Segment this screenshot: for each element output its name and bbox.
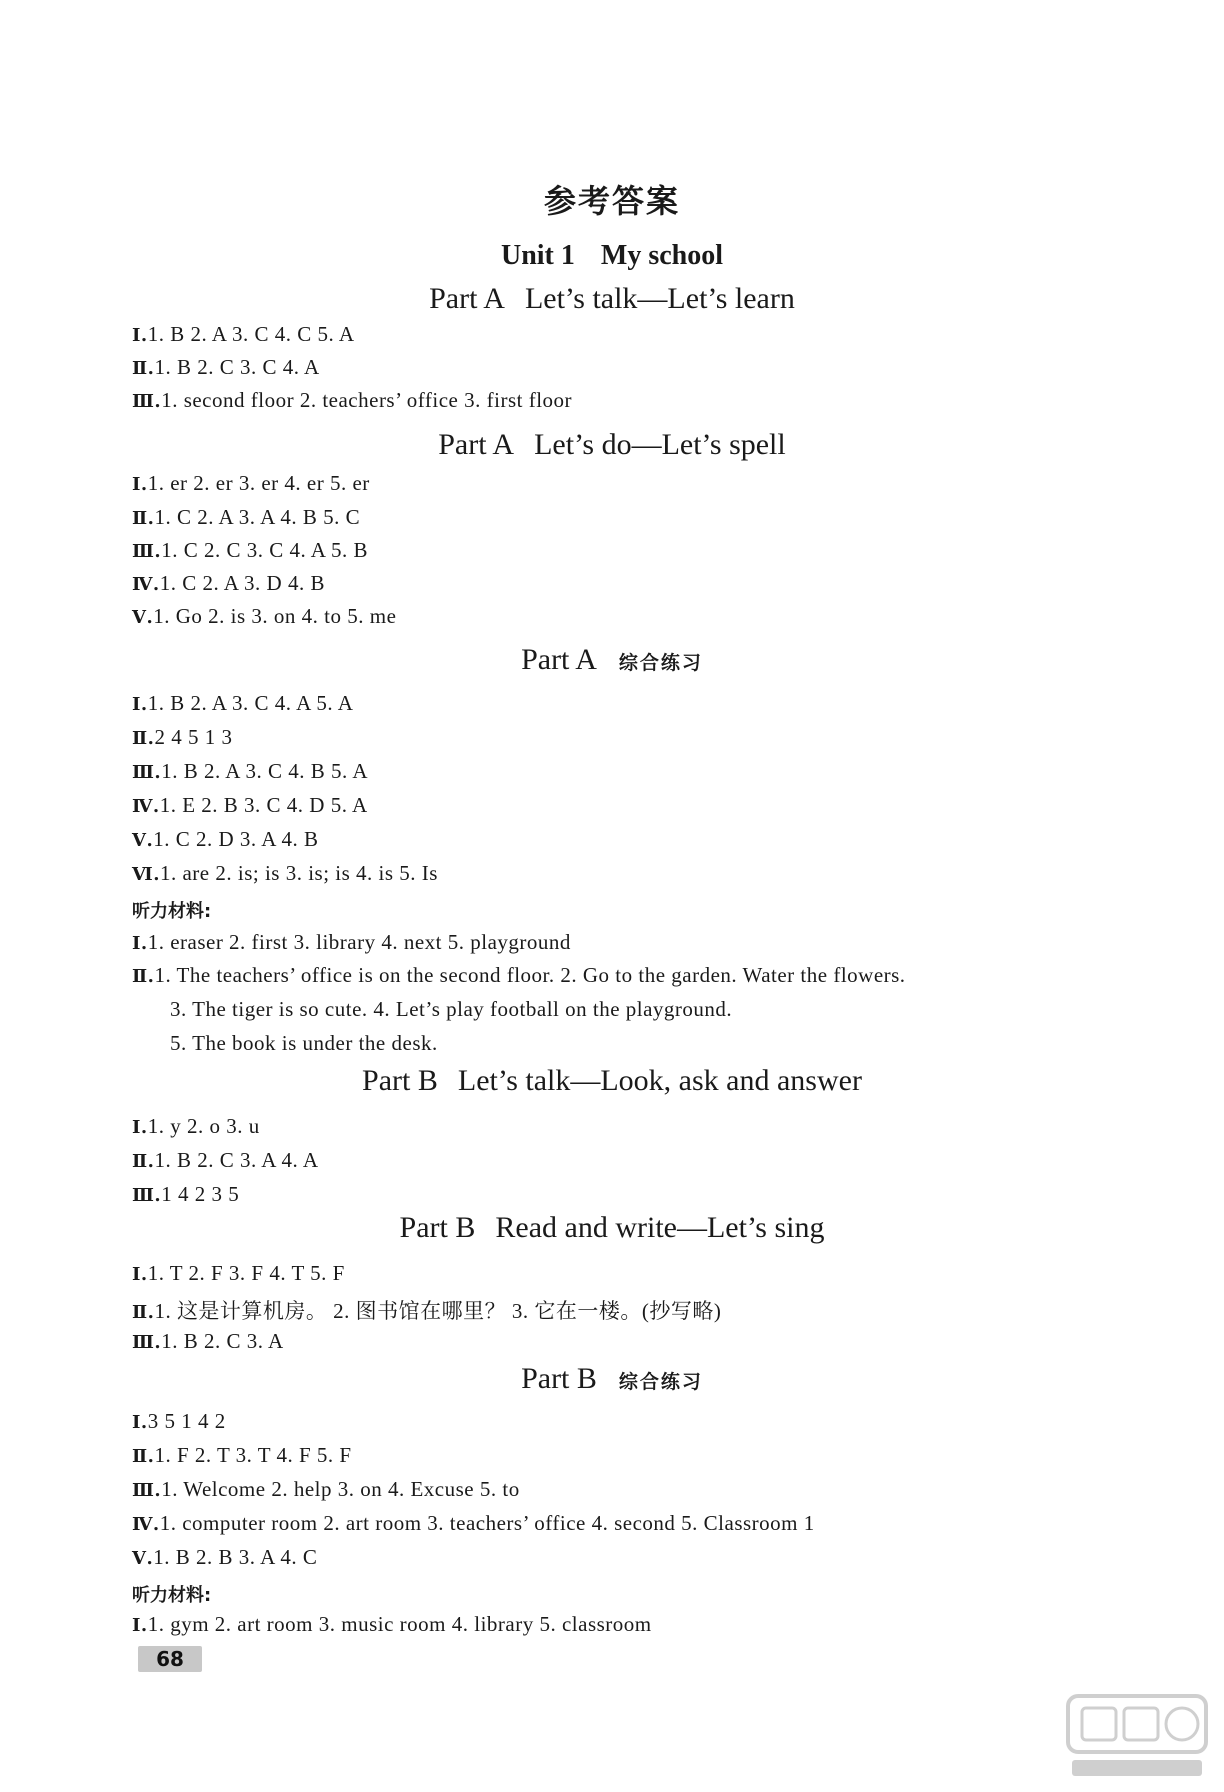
- section-part: Part A: [521, 643, 597, 676]
- section-heading: [0, 282, 1224, 316]
- answer-line: [132, 1511, 815, 1536]
- section-part: Part B: [399, 1211, 476, 1244]
- answer-text: 1. B 2. A 3. C 4. A 5. A: [147, 691, 354, 715]
- answer-text: 1. C 2. D 3. A 4. B: [153, 827, 319, 851]
- answer-line: [132, 471, 370, 496]
- answer-line: [170, 997, 732, 1022]
- answer-text: 1 4 2 3 5: [161, 1182, 240, 1206]
- question-number: Ⅲ.: [132, 1185, 162, 1206]
- answer-text: 1. are 2. is; is 3. is; is 4. is 5. Is: [159, 861, 438, 885]
- answer-text: 1. y 2. o 3. u: [147, 1114, 260, 1138]
- answer-line: [132, 1295, 721, 1325]
- answer-line: [132, 388, 572, 413]
- question-number: Ⅴ.: [132, 607, 154, 628]
- section-heading: [0, 1211, 1224, 1245]
- answer-line: [132, 1477, 520, 1502]
- answer-line: [132, 355, 320, 380]
- question-number: Ⅰ.: [132, 933, 148, 954]
- unit-title: [0, 240, 1224, 272]
- question-number: Ⅰ.: [132, 474, 148, 495]
- answer-line: [132, 322, 355, 347]
- question-number: Ⅵ.: [132, 864, 160, 885]
- question-number: Ⅰ.: [132, 1264, 148, 1285]
- question-number: Ⅳ.: [132, 796, 160, 817]
- page-title: 参考答案: [543, 182, 680, 220]
- answer-text: 1. B 2. A 3. C 4. B 5. A: [161, 759, 369, 783]
- section-heading: [0, 1064, 1224, 1098]
- question-number: Ⅱ.: [132, 358, 155, 379]
- answer-text: 1. C 2. A 3. D 4. B: [159, 571, 325, 595]
- question-number: Ⅰ.: [132, 325, 148, 346]
- answer-line: [132, 691, 353, 716]
- section-part: Part B: [362, 1064, 438, 1097]
- question-number: Ⅴ.: [132, 830, 154, 851]
- answer-line: [132, 538, 368, 563]
- question-number: Ⅲ.: [132, 541, 162, 562]
- answer-line: [132, 505, 360, 530]
- question-number: Ⅰ.: [132, 1117, 148, 1138]
- answer-text: 1. E 2. B 3. C 4. D 5. A: [159, 793, 368, 817]
- section-topic: Read and write—Let’s sing: [495, 1211, 825, 1244]
- listening-label: 听力材料:: [132, 901, 212, 922]
- section-sub: 综合练习: [618, 652, 703, 674]
- page-number: 68: [138, 1646, 202, 1672]
- answer-text: 1. B 2. C 3. A 4. A: [154, 1148, 319, 1172]
- answer-line: [132, 963, 906, 988]
- question-number: Ⅴ.: [132, 1548, 154, 1569]
- question-number: Ⅳ.: [132, 1514, 160, 1535]
- question-number: Ⅰ.: [132, 1412, 148, 1433]
- answer-line: [170, 1031, 438, 1056]
- answer-line: [132, 1329, 284, 1354]
- answer-text: 1. C 2. C 3. C 4. A 5. B: [161, 538, 369, 562]
- question-number: Ⅱ.: [132, 1446, 155, 1467]
- answer-line: [132, 604, 396, 629]
- answer-text: 1. B 2. A 3. C 4. C 5. A: [147, 322, 355, 346]
- watermark-logo: [1062, 1690, 1212, 1782]
- listening-label: 听力材料:: [132, 1585, 212, 1606]
- answer-text: 1. 这是计算机房。 2. 图书馆在哪里？ 3. 它在一楼。(抄写略): [154, 1299, 722, 1323]
- question-number: Ⅱ.: [132, 966, 155, 987]
- answer-text: 1. gym 2. art room 3. music room 4. library 5. classroom: [147, 1612, 652, 1636]
- answer-text: 1. computer room 2. art room 3. teachers’ office 4. second 5. Classroom 1: [159, 1511, 815, 1535]
- question-number: Ⅲ.: [132, 762, 162, 783]
- answer-line: [132, 793, 368, 818]
- answer-line: [132, 1182, 239, 1207]
- answer-line: [132, 1612, 652, 1637]
- section-heading: [0, 643, 1224, 677]
- answer-text: 3. The tiger is so cute. 4. Let’s play football on the playground.: [170, 997, 733, 1021]
- question-number: Ⅲ.: [132, 1332, 162, 1353]
- answer-line: [132, 1148, 319, 1173]
- question-number: Ⅲ.: [132, 391, 162, 412]
- answer-line: [132, 930, 571, 955]
- question-number: Ⅲ.: [132, 1480, 162, 1501]
- question-number: Ⅰ.: [132, 694, 148, 715]
- question-number: Ⅱ.: [132, 728, 155, 749]
- answer-text: 1. B 2. C 3. A: [161, 1329, 284, 1353]
- answer-line: [132, 571, 325, 596]
- answer-text: 3 5 1 4 2: [147, 1409, 226, 1433]
- answer-line: [132, 725, 232, 750]
- answer-text: 1. er 2. er 3. er 4. er 5. er: [147, 471, 370, 495]
- answer-text: 1. eraser 2. first 3. library 4. next 5. playground: [147, 930, 571, 954]
- section-part: Part A: [429, 282, 505, 315]
- answer-line: [132, 861, 438, 886]
- section-part: Part B: [521, 1362, 597, 1395]
- answer-line: [132, 1545, 317, 1570]
- answer-text: 1. F 2. T 3. T 4. F 5. F: [154, 1443, 352, 1467]
- answer-line: [132, 1114, 260, 1139]
- answer-line: [132, 1261, 345, 1286]
- answer-text: 5. The book is under the desk.: [170, 1031, 438, 1055]
- answer-line: [132, 1409, 226, 1434]
- section-topic: Let’s talk—Let’s learn: [524, 282, 795, 315]
- section-topic: Let’s do—Let’s spell: [534, 428, 786, 461]
- question-number: Ⅱ.: [132, 1151, 155, 1172]
- answer-text: 1. Go 2. is 3. on 4. to 5. me: [153, 604, 397, 628]
- answer-text: 1. B 2. B 3. A 4. C: [153, 1545, 318, 1569]
- answer-text: 1. T 2. F 3. F 4. T 5. F: [147, 1261, 345, 1285]
- section-part: Part A: [438, 428, 515, 461]
- question-number: Ⅳ.: [132, 574, 160, 595]
- question-number: Ⅰ.: [132, 1615, 148, 1636]
- question-number: Ⅱ.: [132, 508, 155, 529]
- answer-line: [132, 759, 368, 784]
- answer-text: 1. C 2. A 3. A 4. B 5. C: [154, 505, 361, 529]
- section-sub: 综合练习: [618, 1371, 703, 1393]
- section-heading: [0, 428, 1224, 462]
- answer-text: 2 4 5 1 3: [154, 725, 233, 749]
- answer-line: [132, 1443, 352, 1468]
- answer-text: 1. second floor 2. teachers’ office 3. first floor: [161, 388, 573, 412]
- unit-label: Unit 1: [500, 240, 575, 271]
- answer-line: [132, 827, 319, 852]
- section-topic: Let’s talk—Look, ask and answer: [457, 1064, 862, 1097]
- answer-text: 1. Welcome 2. help 3. on 4. Excuse 5. to: [161, 1477, 520, 1501]
- question-number: Ⅱ.: [132, 1302, 155, 1323]
- answer-text: 1. B 2. C 3. C 4. A: [154, 355, 320, 379]
- section-heading: [0, 1362, 1224, 1396]
- unit-name: My school: [600, 240, 723, 271]
- answer-text: 1. The teachers’ office is on the second floor. 2. Go to the garden. Water the flowers.: [154, 963, 906, 987]
